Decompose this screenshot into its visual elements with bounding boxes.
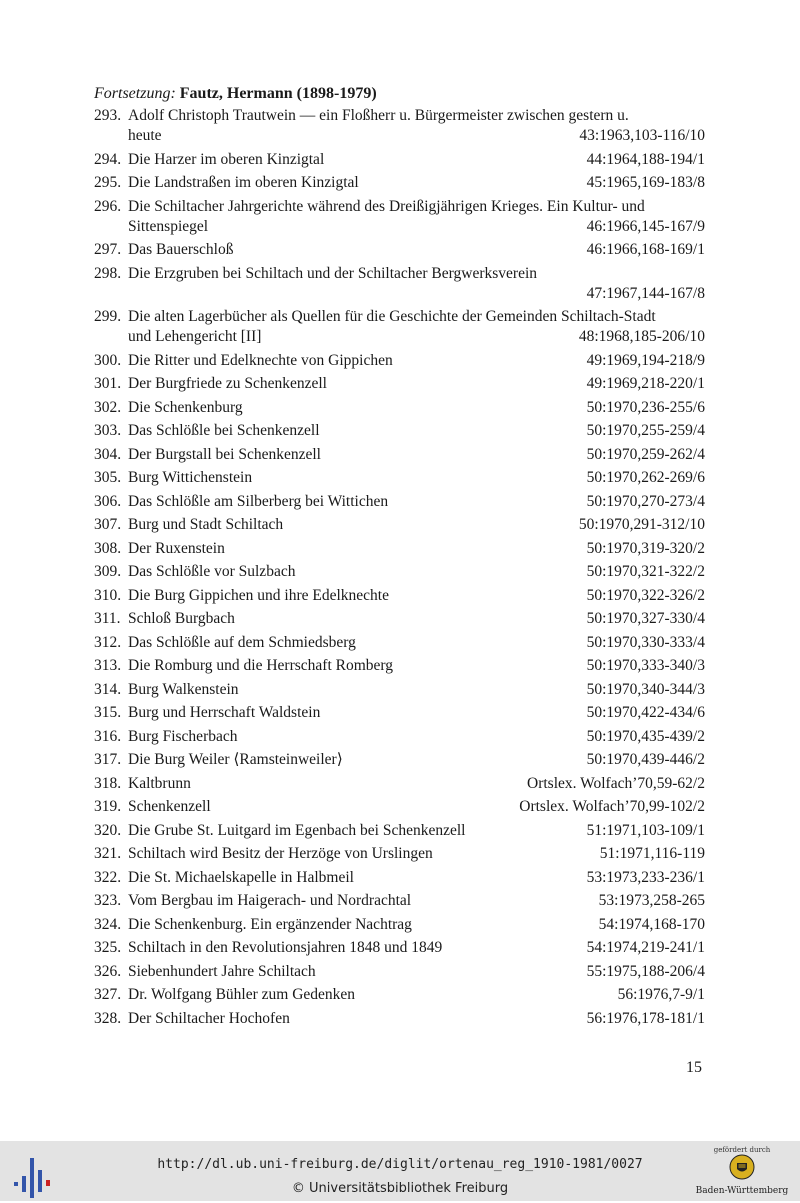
entry-reference: 48:1968,185-206/10 bbox=[578, 328, 705, 345]
entry-number: 305. bbox=[94, 469, 122, 486]
entry-reference: 50:1970,270-273/4 bbox=[586, 492, 705, 510]
entry-number: 322. bbox=[94, 868, 122, 886]
sponsor-name: Baden-Württemberg bbox=[695, 1186, 789, 1196]
entry-reference: 53:1973,258-265 bbox=[598, 892, 705, 909]
entry-title: Die St. Michaelskapelle in Halbmeil bbox=[128, 868, 354, 886]
bibliography-entry bbox=[94, 727, 705, 747]
entry-reference: 56:1976,178-181/1 bbox=[586, 1009, 705, 1027]
bibliography-entry bbox=[94, 492, 705, 512]
entry-title: Der Burgstall bei Schenkenzell bbox=[128, 445, 321, 463]
entry-number: 304. bbox=[94, 445, 122, 463]
entry-number: 320. bbox=[94, 821, 122, 839]
bibliography-entry bbox=[94, 445, 705, 465]
entry-number: 293. bbox=[94, 107, 122, 124]
entry-title: Burg Fischerbach bbox=[128, 727, 238, 745]
entry-number: 319. bbox=[94, 798, 122, 815]
author-name: Fautz, Hermann (1898-1979) bbox=[179, 85, 377, 102]
entry-number: 306. bbox=[94, 492, 122, 510]
entry-title: Das Schlößle auf dem Schmiedsberg bbox=[128, 633, 356, 651]
entry-reference: 49:1969,194-218/9 bbox=[586, 351, 705, 369]
entry-reference: 47:1967,144-167/8 bbox=[586, 284, 705, 302]
entry-reference: Ortslex. Wolfach’70,99-102/2 bbox=[519, 798, 705, 815]
entry-title: Die Grube St. Luitgard im Egenbach bei Schenkenzell bbox=[128, 821, 466, 839]
viewer-footer bbox=[0, 1141, 800, 1201]
bibliography-entry bbox=[94, 985, 705, 1005]
entry-number: 311. bbox=[94, 610, 121, 627]
entry-reference: 55:1975,188-206/4 bbox=[586, 962, 705, 980]
sponsor-logo bbox=[690, 1146, 794, 1200]
entry-reference: 50:1970,259-262/4 bbox=[586, 445, 705, 463]
entry-number: 328. bbox=[94, 1009, 122, 1027]
bibliography-entry bbox=[94, 797, 705, 817]
entry-number: 316. bbox=[94, 727, 122, 745]
bibliography-entry bbox=[94, 421, 705, 441]
entry-title: Vom Bergbau im Haigerach- und Nordrachtal bbox=[128, 892, 412, 909]
entry-title: Die Romburg und die Herrschaft Romberg bbox=[128, 657, 394, 674]
entry-title: Die Schenkenburg bbox=[128, 398, 243, 416]
entry-number: 301. bbox=[94, 375, 122, 392]
entry-number: 310. bbox=[94, 586, 122, 604]
bibliography-entry bbox=[94, 468, 705, 488]
entry-title: Der Burgfriede zu Schenkenzell bbox=[128, 375, 327, 392]
entry-title: Die Landstraßen im oberen Kinzigtal bbox=[128, 174, 359, 191]
bibliography-entry bbox=[94, 562, 705, 582]
entry-title: Das Schlößle vor Sulzbach bbox=[128, 563, 296, 580]
entry-reference: 43:1963,103-116/10 bbox=[579, 127, 705, 144]
entry-reference: 50:1970,435-439/2 bbox=[586, 727, 705, 745]
entry-reference: 51:1971,103-109/1 bbox=[586, 821, 705, 839]
entry-reference: 50:1970,439-446/2 bbox=[586, 751, 705, 768]
entry-reference: 50:1970,321-322/2 bbox=[586, 563, 705, 580]
state-seal-icon bbox=[729, 1154, 755, 1180]
bibliography-entry bbox=[94, 656, 705, 676]
entry-title: Das Schlößle bei Schenkenzell bbox=[128, 422, 320, 439]
continuation-label: Fortsetzung: bbox=[94, 85, 176, 102]
entry-reference: 44:1964,188-194/1 bbox=[586, 150, 705, 168]
entry-number: 323. bbox=[94, 892, 122, 909]
page-number: 15 bbox=[686, 1059, 702, 1076]
entry-number: 302. bbox=[94, 398, 122, 416]
entry-title: Das Bauerschloß bbox=[128, 241, 234, 258]
entry-title: Die Harzer im oberen Kinzigtal bbox=[128, 150, 325, 168]
entry-reference: 50:1970,291-312/10 bbox=[578, 516, 705, 533]
entry-reference: 54:1974,168-170 bbox=[598, 915, 705, 933]
bibliography-entry bbox=[94, 1009, 705, 1029]
entry-title: Die Ritter und Edelknechte von Gippichen bbox=[128, 351, 393, 369]
bibliography-entry bbox=[94, 240, 705, 260]
entry-number: 307. bbox=[94, 516, 122, 533]
entry-number: 294. bbox=[94, 150, 122, 168]
document-url[interactable]: http://dl.ub.uni-freiburg.de/diglit/ortenau_reg_1910-1981/0027 bbox=[157, 1157, 643, 1172]
entry-title: Die Burg Gippichen und ihre Edelknechte bbox=[128, 586, 389, 604]
entry-reference: 49:1969,218-220/1 bbox=[586, 375, 705, 392]
entry-title: Schloß Burgbach bbox=[128, 610, 235, 627]
entry-number: 312. bbox=[94, 633, 122, 651]
entry-reference: 50:1970,422-434/6 bbox=[586, 704, 705, 721]
entry-title: Der Schiltacher Hochofen bbox=[128, 1009, 290, 1027]
copyright-text: © Universitätsbibliothek Freiburg bbox=[291, 1181, 509, 1196]
entry-title: Burg Walkenstein bbox=[128, 680, 239, 698]
entry-title: Schiltach in den Revolutionsjahren 1848 und 1849 bbox=[128, 939, 443, 956]
entry-reference: 50:1970,327-330/4 bbox=[586, 610, 705, 627]
bibliography-entry bbox=[94, 586, 705, 606]
entry-number: 315. bbox=[94, 704, 122, 721]
entry-number: 295. bbox=[94, 174, 122, 191]
entry-title-line2: heute bbox=[128, 127, 162, 144]
bibliography-entry bbox=[94, 915, 705, 935]
bibliography-entry bbox=[94, 680, 705, 700]
bibliography-entry bbox=[94, 197, 705, 237]
entry-title-line2: und Lehengericht [II] bbox=[128, 328, 262, 345]
entry-title: Die Schenkenburg. Ein ergänzender Nachtrag bbox=[128, 915, 412, 933]
entry-reference: 45:1965,169-183/8 bbox=[586, 174, 705, 191]
bibliography-entry bbox=[94, 750, 705, 770]
entry-title: Der Ruxenstein bbox=[128, 539, 225, 557]
bibliography-entry bbox=[94, 307, 705, 347]
entry-reference: 50:1970,322-326/2 bbox=[586, 586, 705, 604]
bibliography-entry bbox=[94, 374, 705, 394]
entry-number: 308. bbox=[94, 539, 122, 557]
entry-reference: 50:1970,255-259/4 bbox=[586, 422, 705, 439]
section-heading bbox=[94, 84, 377, 104]
bibliography-entry bbox=[94, 821, 705, 841]
entry-number: 309. bbox=[94, 563, 122, 580]
entry-title: Das Schlößle am Silberberg bei Wittichen bbox=[128, 492, 389, 510]
entry-reference: 46:1966,145-167/9 bbox=[586, 217, 705, 235]
bibliography-entry bbox=[94, 844, 705, 864]
entry-reference: 46:1966,168-169/1 bbox=[586, 241, 705, 258]
bibliography-list bbox=[94, 106, 705, 1032]
entry-reference: 51:1971,116-119 bbox=[599, 845, 705, 862]
bibliography-entry bbox=[94, 515, 705, 535]
entry-reference: 53:1973,233-236/1 bbox=[586, 868, 705, 886]
entry-reference: 54:1974,219-241/1 bbox=[586, 939, 705, 956]
entry-number: 314. bbox=[94, 680, 122, 698]
bibliography-entry bbox=[94, 609, 705, 629]
bibliography-entry bbox=[94, 351, 705, 371]
entry-number: 318. bbox=[94, 774, 122, 792]
entry-number: 313. bbox=[94, 657, 122, 674]
bibliography-entry bbox=[94, 106, 705, 146]
bibliography-entry bbox=[94, 539, 705, 559]
bibliography-entry bbox=[94, 264, 705, 304]
bibliography-entry bbox=[94, 398, 705, 418]
bibliography-entry bbox=[94, 703, 705, 723]
entry-title: Schiltach wird Besitz der Herzöge von Urslingen bbox=[128, 845, 433, 862]
entry-title-line1: Die Erzgruben bei Schiltach und der Schiltacher Bergwerksverein bbox=[128, 264, 538, 282]
entry-number: 299. bbox=[94, 308, 122, 325]
entry-number: 327. bbox=[94, 986, 122, 1003]
entry-reference: 50:1970,340-344/3 bbox=[586, 680, 705, 698]
entry-title-line1: Adolf Christoph Trautwein — ein Floßherr u. Bürgermeister zwischen gestern u. bbox=[128, 107, 629, 124]
entry-number: 321. bbox=[94, 845, 122, 862]
sponsor-caption: gefördert durch bbox=[713, 1146, 771, 1154]
bibliography-entry bbox=[94, 150, 705, 170]
entry-number: 326. bbox=[94, 962, 122, 980]
entry-title: Siebenhundert Jahre Schiltach bbox=[128, 962, 316, 980]
entry-number: 297. bbox=[94, 241, 122, 258]
entry-reference: 50:1970,330-333/4 bbox=[586, 633, 705, 651]
entry-reference: 56:1976,7-9/1 bbox=[617, 986, 705, 1003]
bibliography-entry bbox=[94, 962, 705, 982]
entry-reference: 50:1970,333-340/3 bbox=[586, 657, 705, 674]
entry-title: Schenkenzell bbox=[128, 798, 211, 815]
bibliography-entry bbox=[94, 938, 705, 958]
entry-reference: 50:1970,236-255/6 bbox=[586, 398, 705, 416]
entry-title: Burg und Herrschaft Waldstein bbox=[128, 704, 321, 721]
entry-number: 317. bbox=[94, 751, 122, 768]
entry-reference: Ortslex. Wolfach’70,59-62/2 bbox=[527, 774, 705, 792]
entry-number: 296. bbox=[94, 197, 122, 215]
bibliography-entry bbox=[94, 868, 705, 888]
entry-title: Burg Wittichenstein bbox=[128, 469, 253, 486]
entry-number: 300. bbox=[94, 351, 122, 369]
entry-number: 303. bbox=[94, 422, 122, 439]
entry-title-line2: Sittenspiegel bbox=[128, 217, 209, 235]
bibliography-entry bbox=[94, 774, 705, 794]
entry-title: Dr. Wolfgang Bühler zum Gedenken bbox=[128, 986, 356, 1003]
entry-title: Kaltbrunn bbox=[128, 774, 191, 792]
entry-title-line1: Die Schiltacher Jahrgerichte während des Dreißigjährigen Krieges. Ein Kultur- und bbox=[128, 197, 645, 215]
entry-number: 324. bbox=[94, 915, 122, 933]
entry-number: 325. bbox=[94, 939, 122, 956]
bibliography-entry bbox=[94, 173, 705, 193]
bibliography-entry bbox=[94, 891, 705, 911]
entry-title-line1: Die alten Lagerbücher als Quellen für die Geschichte der Gemeinden Schiltach-Stadt bbox=[128, 308, 656, 325]
entry-title: Burg und Stadt Schiltach bbox=[128, 516, 284, 533]
entry-title: Die Burg Weiler ⟨Ramsteinweiler⟩ bbox=[128, 751, 343, 768]
entry-number: 298. bbox=[94, 264, 122, 282]
entry-reference: 50:1970,319-320/2 bbox=[586, 539, 705, 557]
entry-reference: 50:1970,262-269/6 bbox=[586, 469, 705, 486]
bibliography-entry bbox=[94, 633, 705, 653]
